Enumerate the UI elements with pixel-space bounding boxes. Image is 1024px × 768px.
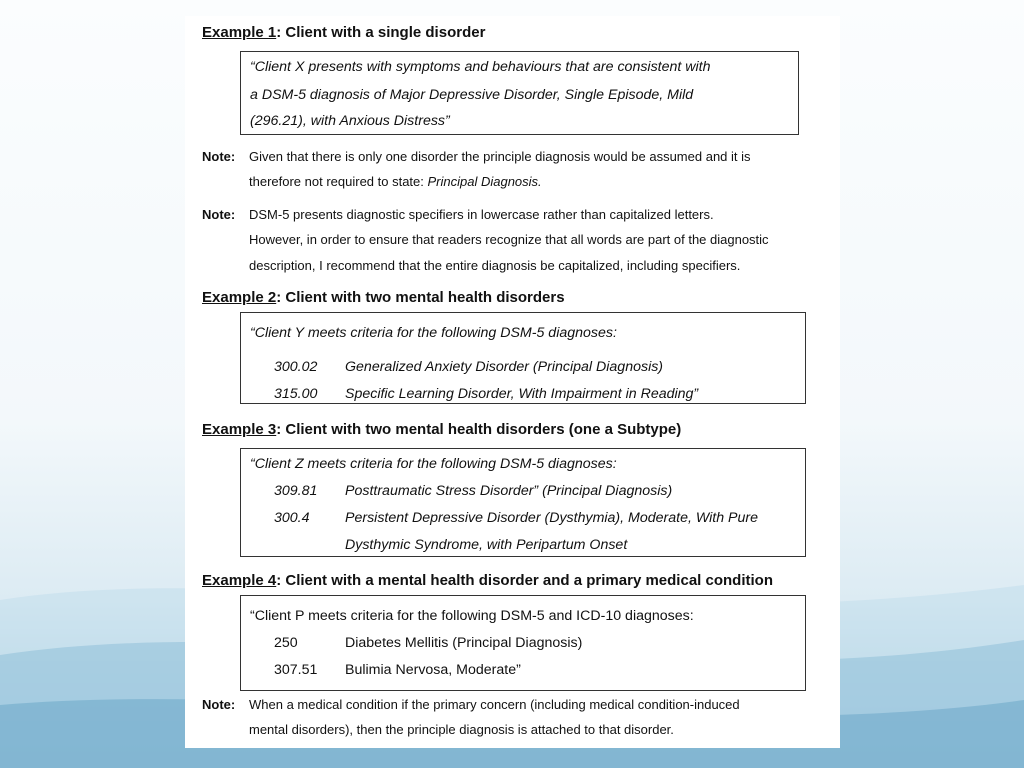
diagnosis-code: 300.4 xyxy=(274,510,310,526)
example-4-title: : Client with a mental health disorder and a primary medical condition xyxy=(276,572,773,589)
diagnosis-code: 309.81 xyxy=(274,483,318,499)
example-4-box xyxy=(240,595,806,691)
diagnosis-description: Generalized Anxiety Disorder (Principal Diagnosis) xyxy=(345,359,664,375)
example-2-box xyxy=(240,312,806,404)
example-3-heading xyxy=(202,421,681,438)
example-4-label: Example 4 xyxy=(202,572,277,589)
example-4-heading xyxy=(202,572,773,589)
diagnosis-description: Specific Learning Disorder, With Impairment in Reading” xyxy=(345,386,699,402)
diagnosis-continuation: Dysthymic Syndrome, with Peripartum Onset xyxy=(345,537,628,553)
example-3-intro: “Client Z meets criteria for the following DSM-5 diagnoses: xyxy=(250,456,617,472)
note-3-line: mental disorders), then the principle diagnosis is attached to that disorder. xyxy=(249,722,674,737)
example-3-box xyxy=(240,448,806,557)
diagnosis-description: Persistent Depressive Disorder (Dysthymia), Moderate, With Pure xyxy=(345,510,759,526)
example-1-box xyxy=(240,51,799,135)
note-1-line: Given that there is only one disorder the principle diagnosis would be assumed and it is xyxy=(249,149,751,164)
example-2-heading xyxy=(202,289,565,306)
note-2-label: Note: xyxy=(202,207,236,222)
example-3-label: Example 3 xyxy=(202,421,277,438)
example-1-heading xyxy=(202,24,485,41)
diagnosis-code: 300.02 xyxy=(274,359,318,375)
example-1-title: : Client with a single disorder xyxy=(276,24,486,41)
diagnosis-description: Posttraumatic Stress Disorder” (Principal Diagnosis) xyxy=(345,483,673,499)
note-3-line: When a medical condition if the primary concern (including medical condition-induced xyxy=(249,697,740,712)
note-2-line: description, I recommend that the entire diagnosis be capitalized, including specifiers. xyxy=(249,258,741,273)
diagnosis-code: 315.00 xyxy=(274,386,318,402)
note-3-label: Note: xyxy=(202,697,236,712)
diagnosis-code: 307.51 xyxy=(274,662,318,678)
example-2-intro: “Client Y meets criteria for the following DSM-5 diagnoses: xyxy=(250,325,617,341)
example-3-title: : Client with two mental health disorders (one a Subtype) xyxy=(276,421,682,438)
example-2-label: Example 2 xyxy=(202,289,277,306)
note-1-line: therefore not required to state: Principal Diagnosis. xyxy=(249,174,542,189)
example-1-line: a DSM-5 diagnosis of Major Depressive Disorder, Single Episode, Mild xyxy=(250,87,694,103)
diagnosis-description: Bulimia Nervosa, Moderate” xyxy=(345,662,521,678)
document-page xyxy=(185,16,840,748)
note-2-line: DSM-5 presents diagnostic specifiers in lowercase rather than capitalized letters. xyxy=(249,207,714,222)
note-2-line: However, in order to ensure that readers recognize that all words are part of the diagnostic xyxy=(249,232,769,247)
example-1-label: Example 1 xyxy=(202,24,277,41)
example-1-line: (296.21), with Anxious Distress” xyxy=(250,113,450,129)
diagnosis-description: Diabetes Mellitis (Principal Diagnosis) xyxy=(345,635,583,651)
note-1-label: Note: xyxy=(202,149,236,164)
diagnosis-code: 250 xyxy=(274,635,298,651)
example-1-line: “Client X presents with symptoms and behaviours that are consistent with xyxy=(250,59,711,75)
example-4-intro: “Client P meets criteria for the following DSM-5 and ICD-10 diagnoses: xyxy=(250,608,694,624)
example-2-title: : Client with two mental health disorders xyxy=(276,289,565,306)
